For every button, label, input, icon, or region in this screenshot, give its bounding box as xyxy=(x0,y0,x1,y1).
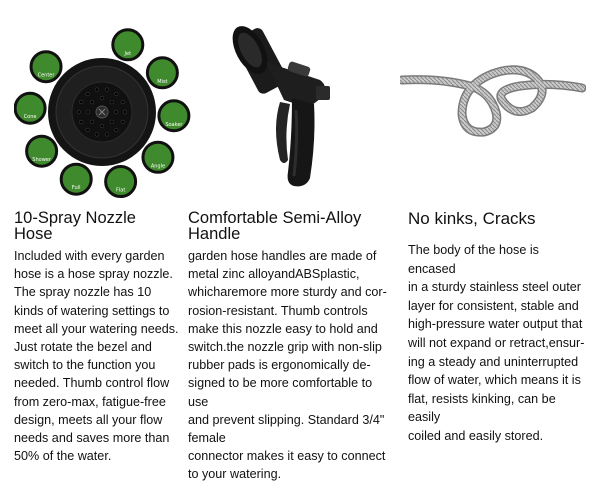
spray-mode-full xyxy=(61,164,91,194)
feature-title: No kinks, Cracks xyxy=(408,209,536,228)
feature-description: Included with every garden hose is a hose spray nozzle. The spray nozzle has 10 kinds of watering settings to meet all your watering needs. Just rotate the bezel and switch to the function you needed. Thumb control flow from zero-max, fatigue-free design, meets all your flow needs and saves more than 50% of the water. xyxy=(14,249,179,464)
spray-mode-center xyxy=(31,52,61,82)
spray-mode-cone xyxy=(15,93,45,123)
svg-text:Shower: Shower xyxy=(32,157,51,164)
spray-mode-jet xyxy=(113,30,143,60)
feature-title: Comfortable Semi-Alloy Handle xyxy=(188,209,362,243)
svg-text:Soaker: Soaker xyxy=(165,121,183,128)
svg-text:Jet: Jet xyxy=(124,50,132,57)
svg-text:Cone: Cone xyxy=(23,114,37,121)
svg-text:Center: Center xyxy=(37,72,55,79)
spray-mode-flat xyxy=(106,167,136,197)
feature-description: The body of the hose is encased in a sturdy stainless steel outer layer for consistent, stable and high-pressure water output that will not expand or retract,ensur- ing a steady and uninterrupted flow of water, which means it is flat, resists kinking, can be easily coiled and easily stored. xyxy=(408,243,585,443)
spray-mode-soaker xyxy=(159,101,189,131)
spray-mode-mist xyxy=(147,58,177,88)
feature-description: garden hose handles are made of metal zinc alloyandABSplastic, whicharemore more sturdy and cor- rosion-resistant. Thumb controls make this nozzle easy to hold and switch.the nozzle grip with non-slip rubber pads is ergonomically de- signed to be more comfortable to use and prevent slipping. Standard 3/4" female connector makes it easy to connect to your watering. xyxy=(188,249,387,482)
svg-text:Angle: Angle xyxy=(150,163,166,170)
svg-text:Mist: Mist xyxy=(157,78,168,85)
spray-mode-angle xyxy=(143,142,173,172)
svg-text:Full: Full xyxy=(71,185,81,192)
knotted-hose-illustration xyxy=(400,0,586,200)
feature-title: 10-Spray Nozzle Hose xyxy=(14,209,136,243)
spray-gun-illustration xyxy=(188,0,388,200)
svg-text:Flat: Flat xyxy=(115,187,126,194)
spray-dial-illustration xyxy=(14,0,200,200)
spray-mode-shower xyxy=(27,136,57,166)
